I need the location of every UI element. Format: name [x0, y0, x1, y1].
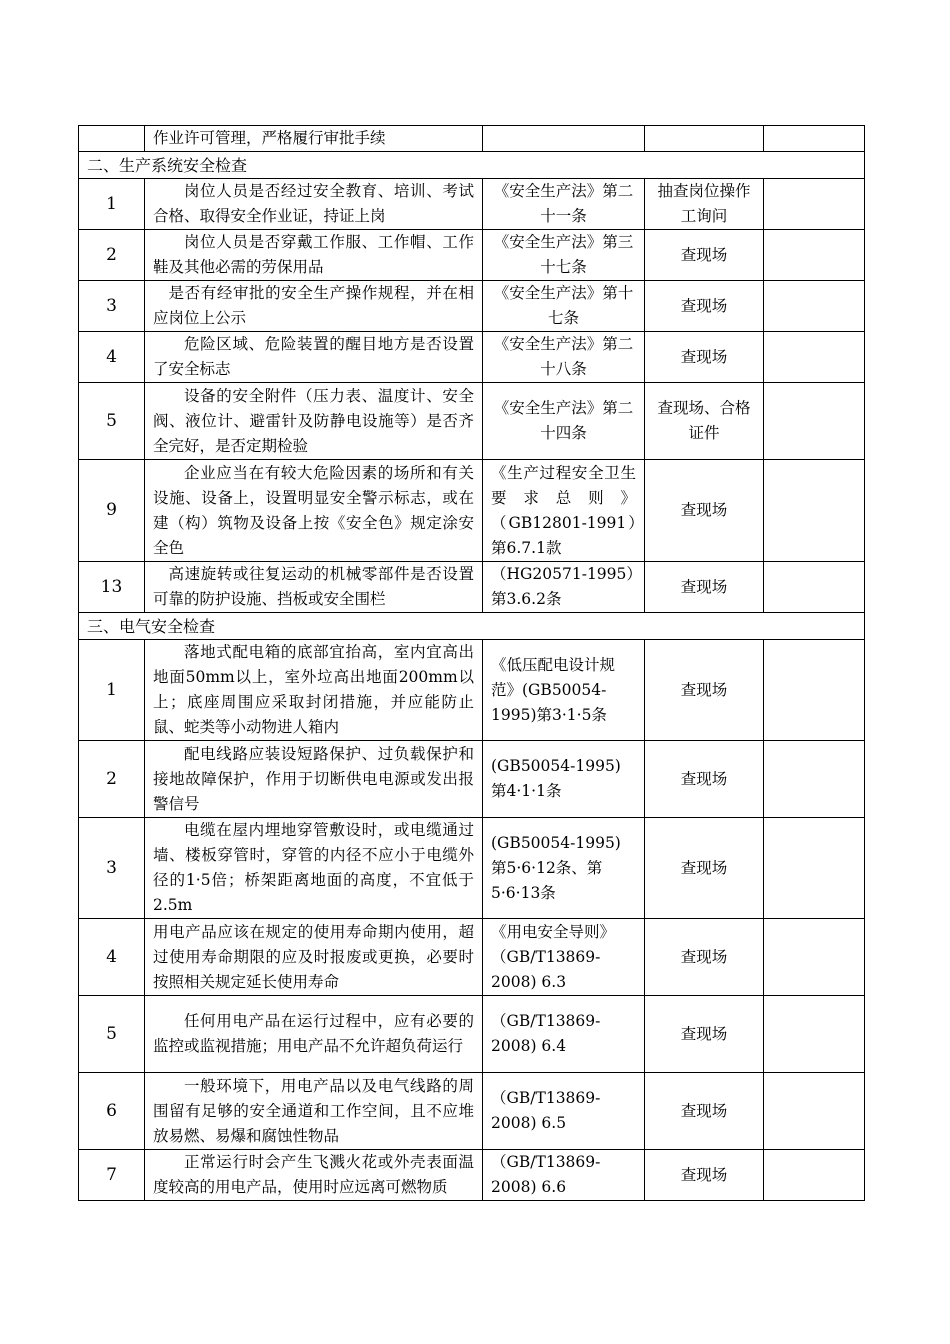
table-row	[79, 919, 865, 996]
basis-cell	[483, 126, 645, 152]
item-cell: 正常运行时会产生飞溅火花或外壳表面温度较高的用电产品，使用时应远离可燃物质	[145, 1150, 483, 1201]
item-cell: 任何用电产品在运行过程中，应有必要的监控或监视措施；用电产品不允许超负荷运行	[145, 996, 483, 1073]
table-row	[79, 1150, 865, 1201]
row-number: 2	[79, 230, 145, 281]
item-cell: 配电线路应装设短路保护、过负载保护和接地故障保护，作用于切断供电电源或发出报警信号	[145, 741, 483, 818]
basis-cell: （GB/T13869-2008) 6.6	[483, 1150, 645, 1201]
method-cell: 抽查岗位操作工询问	[645, 179, 764, 230]
basis-cell: (GB50054-1995) 第5·6·12条、第5·6·13条	[483, 818, 645, 919]
method-cell: 查现场	[645, 1073, 764, 1150]
table-row	[79, 1073, 865, 1150]
section-header-row	[79, 613, 865, 640]
table-row	[79, 640, 865, 741]
result-cell	[764, 640, 865, 741]
row-number: 1	[79, 640, 145, 741]
item-cell: 岗位人员是否穿戴工作服、工作帽、工作鞋及其他必需的劳保用品	[145, 230, 483, 281]
table-row	[79, 126, 865, 152]
item-cell: 企业应当在有较大危险因素的场所和有关设施、设备上，设置明显安全警示标志，或在建（构）筑物及设备上按《安全色》规定涂安全色	[145, 460, 483, 562]
basis-cell: 《安全生产法》第十七条	[483, 281, 645, 332]
method-cell: 查现场	[645, 1150, 764, 1201]
method-cell: 查现场、合格证件	[645, 383, 764, 460]
result-cell	[764, 179, 865, 230]
table-row	[79, 460, 865, 562]
table-row	[79, 332, 865, 383]
method-cell: 查现场	[645, 741, 764, 818]
result-cell	[764, 126, 865, 152]
basis-cell: 《安全生产法》第二十四条	[483, 383, 645, 460]
method-cell: 查现场	[645, 230, 764, 281]
result-cell	[764, 230, 865, 281]
table-row	[79, 562, 865, 613]
result-cell	[764, 741, 865, 818]
method-cell: 查现场	[645, 919, 764, 996]
item-cell: 电缆在屋内埋地穿管敷设时，或电缆通过墙、楼板穿管时，穿管的内径不应小于电缆外径的1·5倍；桥架距离地面的高度，不宜低于2.5m	[145, 818, 483, 919]
basis-cell: 《安全生产法》第二十一条	[483, 179, 645, 230]
basis-cell: 《低压配电设计规范》(GB50054-1995)第3·1·5条	[483, 640, 645, 741]
basis-cell: 《用电安全导则》（GB/T13869-2008) 6.3	[483, 919, 645, 996]
table-row	[79, 281, 865, 332]
row-number: 3	[79, 281, 145, 332]
row-number: 7	[79, 1150, 145, 1201]
table-row	[79, 383, 865, 460]
row-number: 3	[79, 818, 145, 919]
result-cell	[764, 919, 865, 996]
basis-cell: （GB/T13869-2008) 6.5	[483, 1073, 645, 1150]
result-cell	[764, 996, 865, 1073]
section-title: 三、电气安全检查	[79, 613, 865, 640]
basis-cell: 《安全生产法》第二十八条	[483, 332, 645, 383]
inspection-table	[78, 125, 865, 1201]
basis-cell: 《生产过程安全卫生要求总则》（GB12801-1991）第6.7.1款	[483, 460, 645, 562]
table-row	[79, 818, 865, 919]
item-cell: 危险区域、危险装置的醒目地方是否设置了安全标志	[145, 332, 483, 383]
method-cell: 查现场	[645, 281, 764, 332]
item-cell: 落地式配电箱的底部宜抬高，室内宜高出地面50mm以上，室外垃高出地面200mm以上；底座周围应采取封闭措施，并应能防止鼠、蛇类等小动物进人箱内	[145, 640, 483, 741]
item-cell: 是否有经审批的安全生产操作规程，并在相应岗位上公示	[145, 281, 483, 332]
result-cell	[764, 460, 865, 562]
basis-cell: （HG20571-1995）第3.6.2条	[483, 562, 645, 613]
result-cell	[764, 818, 865, 919]
row-number: 2	[79, 741, 145, 818]
result-cell	[764, 383, 865, 460]
result-cell	[764, 1073, 865, 1150]
basis-cell: （GB/T13869-2008) 6.4	[483, 996, 645, 1073]
method-cell: 查现场	[645, 562, 764, 613]
item-cell: 用电产品应该在规定的使用寿命期内使用，超过使用寿命期限的应及时报废或更换，必要时按照相关规定延长使用寿命	[145, 919, 483, 996]
result-cell	[764, 562, 865, 613]
method-cell: 查现场	[645, 818, 764, 919]
item-cell: 一般环境下，用电产品以及电气线路的周围留有足够的安全通道和工作空间，且不应堆放易燃、易爆和腐蚀性物品	[145, 1073, 483, 1150]
row-number: 6	[79, 1073, 145, 1150]
result-cell	[764, 1150, 865, 1201]
row-number: 1	[79, 179, 145, 230]
method-cell: 查现场	[645, 460, 764, 562]
item-cell: 作业许可管理，严格履行审批手续	[145, 126, 483, 152]
result-cell	[764, 281, 865, 332]
row-number: 5	[79, 383, 145, 460]
row-number: 4	[79, 332, 145, 383]
number-cell	[79, 126, 145, 152]
method-cell	[645, 126, 764, 152]
section-title: 二、生产系统安全检查	[79, 152, 865, 179]
basis-cell: 《安全生产法》第三十七条	[483, 230, 645, 281]
method-cell: 查现场	[645, 996, 764, 1073]
method-cell: 查现场	[645, 332, 764, 383]
table-row	[79, 230, 865, 281]
section-header-row	[79, 152, 865, 179]
row-number: 5	[79, 996, 145, 1073]
item-cell: 高速旋转或往复运动的机械零部件是否设置可靠的防护设施、挡板或安全围栏	[145, 562, 483, 613]
row-number: 9	[79, 460, 145, 562]
item-cell: 设备的安全附件（压力表、温度计、安全阀、液位计、避雷针及防静电设施等）是否齐全完好，是否定期检验	[145, 383, 483, 460]
result-cell	[764, 332, 865, 383]
item-cell: 岗位人员是否经过安全教育、培训、考试合格、取得安全作业证，持证上岗	[145, 179, 483, 230]
row-number: 13	[79, 562, 145, 613]
method-cell: 查现场	[645, 640, 764, 741]
basis-cell: (GB50054-1995) 第4·1·1条	[483, 741, 645, 818]
table-row	[79, 996, 865, 1073]
row-number: 4	[79, 919, 145, 996]
table-row	[79, 179, 865, 230]
table-row	[79, 741, 865, 818]
